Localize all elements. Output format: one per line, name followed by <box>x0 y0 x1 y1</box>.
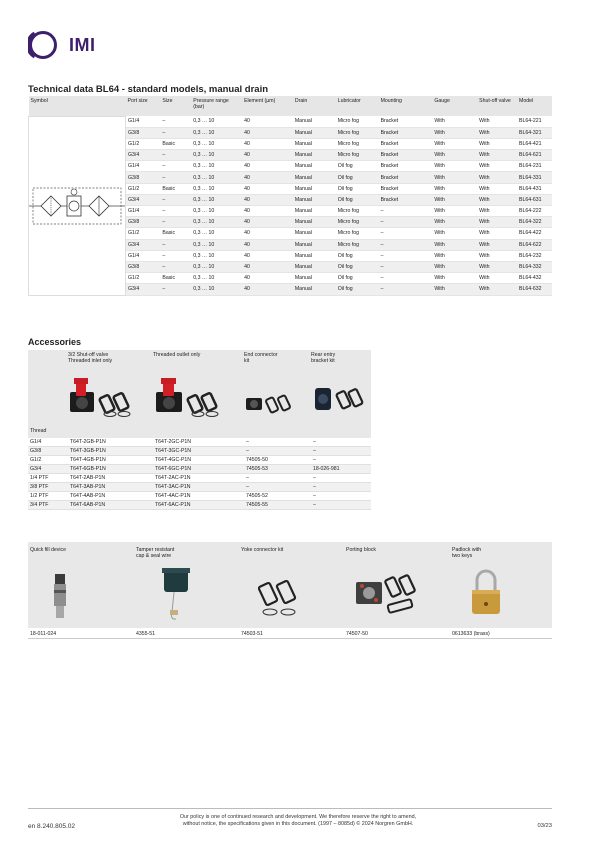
accessory-cell: – <box>311 482 371 491</box>
tech-cell: With <box>477 172 517 183</box>
tech-cell: With <box>432 284 477 295</box>
outlet-valve-image <box>152 378 227 418</box>
porting-block-image <box>346 570 420 620</box>
tech-cell: Micro fog <box>336 217 379 228</box>
tech-cell: – <box>160 116 191 127</box>
imi-logo <box>28 30 96 60</box>
tech-cell: 0,3 … 10 <box>191 116 242 127</box>
tech-cell: BL64-231 <box>517 161 552 172</box>
accessory-cell: T64T-2AC-P1N <box>153 474 244 483</box>
accessory-cell: T64T-3AC-P1N <box>153 482 244 491</box>
accessory-row <box>28 482 371 491</box>
accessory-cell: T64T-2GC-P1N <box>153 438 244 447</box>
tech-cell: – <box>160 206 191 217</box>
quick-fill-code: 18-011-024 <box>30 631 57 637</box>
tech-cell: Manual <box>293 127 336 138</box>
tech-cell: 40 <box>242 217 293 228</box>
yoke-kit-label: Yoke connector kit <box>241 547 284 553</box>
accessory-cell: – <box>244 482 311 491</box>
tech-cell: G1/4 <box>126 161 161 172</box>
accessory-cell: T64T-3GC-P1N <box>153 447 244 456</box>
tech-cell: 40 <box>242 183 293 194</box>
padlock-image <box>468 566 504 620</box>
tech-cell: Oil fog <box>336 194 379 205</box>
accessory-cell: 74505-53 <box>244 465 311 474</box>
tech-cell: BL64-621 <box>517 150 552 161</box>
tech-cell: With <box>477 228 517 239</box>
accessory-cell: – <box>244 447 311 456</box>
tech-cell: Bracket <box>379 172 433 183</box>
tech-cell: With <box>432 261 477 272</box>
tech-header-cell: Element (µm) <box>242 96 293 116</box>
tech-cell: With <box>477 150 517 161</box>
accessory-cell: T64T-3GB-P1N <box>68 447 153 456</box>
accessory-cell: T64T-4AC-P1N <box>153 491 244 500</box>
tech-data-table <box>28 96 552 296</box>
accessory-cell: T64T-4GC-P1N <box>153 456 244 465</box>
acc-col-rear-bracket: Rear entry bracket kit <box>311 352 336 365</box>
tech-cell: 40 <box>242 239 293 250</box>
logo-text: IMI <box>69 34 96 55</box>
tech-cell: With <box>432 206 477 217</box>
porting-block-label: Porting block <box>346 547 376 553</box>
tech-cell: Manual <box>293 217 336 228</box>
tech-cell: Manual <box>293 250 336 261</box>
tech-cell: With <box>477 273 517 284</box>
accessory-cell: 3/4 PTF <box>28 500 68 509</box>
policy-note: Our policy is one of continued research and development. We therefore reserve the right to amend, without notice, the specifications given in this document. (1997 – 8085d) © 2024 Norgren GmbH. <box>179 814 417 827</box>
tech-cell: – <box>160 217 191 228</box>
tech-cell: BL64-332 <box>517 261 552 272</box>
acc-col-thread: Thread <box>30 428 47 434</box>
tech-cell: – <box>379 239 433 250</box>
tech-cell: With <box>477 127 517 138</box>
tech-cell: Oil fog <box>336 161 379 172</box>
tech-cell: Basic <box>160 228 191 239</box>
devices-codes-row <box>28 628 552 639</box>
tech-header-cell: Model <box>517 96 552 116</box>
accessories-table <box>28 438 371 510</box>
tech-cell: – <box>160 239 191 250</box>
tech-cell: Bracket <box>379 161 433 172</box>
accessory-cell: T64T-6AB-P1N <box>68 500 153 509</box>
tech-cell: G3/8 <box>126 172 161 183</box>
accessory-cell: – <box>311 500 371 509</box>
frl-symbol-icon <box>29 182 125 230</box>
accessory-cell: T64T-4AB-P1N <box>68 491 153 500</box>
tech-cell: With <box>477 284 517 295</box>
devices-header <box>28 542 552 628</box>
tech-cell: With <box>432 273 477 284</box>
tech-cell: Micro fog <box>336 206 379 217</box>
tech-cell: – <box>160 127 191 138</box>
tech-cell: – <box>160 161 191 172</box>
tech-cell: Oil fog <box>336 284 379 295</box>
quick-fill-label: Quick fill device <box>30 547 67 553</box>
tech-cell: G3/4 <box>126 239 161 250</box>
tech-cell: – <box>379 217 433 228</box>
tech-cell: – <box>379 228 433 239</box>
tech-cell: 0,3 … 10 <box>191 228 242 239</box>
page-number: 03/23 <box>537 823 552 829</box>
accessory-cell: T64T-2GB-P1N <box>68 438 153 447</box>
tech-cell: With <box>432 172 477 183</box>
tech-cell: Micro fog <box>336 127 379 138</box>
tech-cell: Manual <box>293 239 336 250</box>
tech-cell: With <box>477 194 517 205</box>
porting-block-code: 74507-50 <box>346 631 368 637</box>
tech-cell: G1/2 <box>126 138 161 149</box>
tech-cell: 0,3 … 10 <box>191 284 242 295</box>
shutoff-valve-image <box>66 378 136 418</box>
tech-cell: With <box>432 161 477 172</box>
tech-cell: BL64-322 <box>517 217 552 228</box>
tech-cell: 40 <box>242 206 293 217</box>
tech-cell: Basic <box>160 138 191 149</box>
tech-cell: – <box>379 284 433 295</box>
tech-cell: Oil fog <box>336 183 379 194</box>
tech-cell: With <box>432 138 477 149</box>
tech-cell: Micro fog <box>336 116 379 127</box>
tech-cell: With <box>432 194 477 205</box>
tech-cell: With <box>477 239 517 250</box>
accessory-row <box>28 465 371 474</box>
tech-cell: G3/4 <box>126 150 161 161</box>
accessory-cell: T64T-6GC-P1N <box>153 465 244 474</box>
tech-cell: Bracket <box>379 116 433 127</box>
tech-cell: 40 <box>242 261 293 272</box>
tech-cell: 40 <box>242 150 293 161</box>
tech-cell: BL64-422 <box>517 228 552 239</box>
tech-cell: With <box>432 183 477 194</box>
tech-cell: Manual <box>293 228 336 239</box>
tech-cell: Manual <box>293 183 336 194</box>
tech-cell: – <box>160 172 191 183</box>
tech-cell: 0,3 … 10 <box>191 239 242 250</box>
end-connector-image <box>244 390 294 418</box>
tech-cell: 0,3 … 10 <box>191 206 242 217</box>
tech-header-cell: Pressure range (bar) <box>191 96 242 116</box>
tech-cell: 40 <box>242 138 293 149</box>
tech-cell: Manual <box>293 172 336 183</box>
accessory-row <box>28 438 371 447</box>
acc-col-outlet: Threaded outlet only <box>153 352 201 358</box>
tech-cell: BL64-632 <box>517 284 552 295</box>
tech-cell: Oil fog <box>336 261 379 272</box>
tech-cell: G3/8 <box>126 261 161 272</box>
tech-cell: Bracket <box>379 138 433 149</box>
tech-cell: Bracket <box>379 150 433 161</box>
accessory-cell: G1/2 <box>28 456 68 465</box>
tech-cell: BL64-232 <box>517 250 552 261</box>
tech-header-cell: Mounting <box>379 96 433 116</box>
tech-cell: 0,3 … 10 <box>191 194 242 205</box>
tech-cell: G1/2 <box>126 183 161 194</box>
document-number: en 8.240.805.02 <box>28 823 75 830</box>
tech-cell: 0,3 … 10 <box>191 150 242 161</box>
tech-cell: G1/4 <box>126 206 161 217</box>
tech-cell: G3/4 <box>126 284 161 295</box>
accessories-header <box>28 350 371 438</box>
footer-divider <box>28 808 552 809</box>
tech-cell: – <box>160 150 191 161</box>
tamper-cap-code: 4355-51 <box>136 631 156 637</box>
tech-cell: Manual <box>293 194 336 205</box>
accessory-cell: T64T-6GB-P1N <box>68 465 153 474</box>
tech-cell: With <box>477 138 517 149</box>
tech-cell: Oil fog <box>336 250 379 261</box>
tech-cell: With <box>432 228 477 239</box>
tech-cell: With <box>432 217 477 228</box>
tech-cell: – <box>379 206 433 217</box>
tech-cell: Basic <box>160 183 191 194</box>
tech-cell: With <box>432 250 477 261</box>
tamper-cap-label: Tamper resistant cap & seal wire <box>136 547 175 560</box>
yoke-kit-image <box>258 580 302 620</box>
tech-cell: Micro fog <box>336 239 379 250</box>
tech-cell: G3/4 <box>126 194 161 205</box>
tech-cell: BL64-222 <box>517 206 552 217</box>
tech-cell: With <box>432 239 477 250</box>
tech-cell: – <box>379 273 433 284</box>
tech-cell: Bracket <box>379 194 433 205</box>
tech-cell: With <box>477 217 517 228</box>
accessory-cell: 1/4 PTF <box>28 474 68 483</box>
accessory-cell: 74505-55 <box>244 500 311 509</box>
tech-header-cell: Port size <box>126 96 161 116</box>
tech-cell: With <box>432 150 477 161</box>
tech-header-cell: Size <box>160 96 191 116</box>
tech-cell: With <box>432 127 477 138</box>
tech-cell: Manual <box>293 116 336 127</box>
tech-cell: 0,3 … 10 <box>191 261 242 272</box>
tech-cell: 0,3 … 10 <box>191 161 242 172</box>
tech-cell: Micro fog <box>336 228 379 239</box>
imi-logo-mark-icon <box>28 30 64 60</box>
tech-cell: BL64-432 <box>517 273 552 284</box>
accessory-row <box>28 447 371 456</box>
accessory-cell: – <box>244 474 311 483</box>
accessory-cell: – <box>311 474 371 483</box>
tech-cell: Micro fog <box>336 150 379 161</box>
tech-cell: BL64-321 <box>517 127 552 138</box>
tech-cell: G3/8 <box>126 127 161 138</box>
accessory-cell: 3/8 PTF <box>28 482 68 491</box>
accessory-row <box>28 456 371 465</box>
tech-cell: – <box>160 284 191 295</box>
padlock-code: 0613633 (brass) <box>452 631 490 637</box>
tech-cell: G3/8 <box>126 217 161 228</box>
tech-cell: 0,3 … 10 <box>191 172 242 183</box>
tech-header-cell: Lubricator <box>336 96 379 116</box>
accessory-cell: – <box>311 447 371 456</box>
accessory-row <box>28 491 371 500</box>
tech-cell: – <box>379 261 433 272</box>
tech-cell: 40 <box>242 228 293 239</box>
tech-cell: BL64-431 <box>517 183 552 194</box>
tech-cell: With <box>477 161 517 172</box>
tech-cell: Basic <box>160 273 191 284</box>
padlock-label: Padlock with two keys <box>452 547 482 560</box>
acc-col-shutoff: 3/2 Shut-off valve Threaded inlet only <box>68 352 113 365</box>
accessory-cell: T64T-2AB-P1N <box>68 474 153 483</box>
tech-cell: G1/2 <box>126 228 161 239</box>
accessory-cell: – <box>311 438 371 447</box>
tech-cell: 40 <box>242 127 293 138</box>
accessory-row <box>28 500 371 509</box>
tech-cell: G1/4 <box>126 250 161 261</box>
accessory-cell: 74505-50 <box>244 456 311 465</box>
tech-cell: 0,3 … 10 <box>191 250 242 261</box>
tech-cell: 40 <box>242 116 293 127</box>
accessories-title: Accessories <box>28 337 82 347</box>
tech-cell: 0,3 … 10 <box>191 127 242 138</box>
tech-cell: With <box>477 206 517 217</box>
tech-cell: – <box>160 194 191 205</box>
tech-row <box>29 116 553 127</box>
tech-cell: 0,3 … 10 <box>191 183 242 194</box>
tech-cell: 40 <box>242 250 293 261</box>
tech-header-cell: Gauge <box>432 96 477 116</box>
accessory-cell: G3/4 <box>28 465 68 474</box>
tech-cell: Oil fog <box>336 273 379 284</box>
accessory-cell: 18-026-981 <box>311 465 371 474</box>
tech-cell: 0,3 … 10 <box>191 138 242 149</box>
tech-cell: 40 <box>242 172 293 183</box>
tech-cell: BL64-622 <box>517 239 552 250</box>
tech-cell: – <box>379 250 433 261</box>
tech-cell: BL64-631 <box>517 194 552 205</box>
tech-cell: BL64-331 <box>517 172 552 183</box>
tech-cell: Manual <box>293 150 336 161</box>
accessory-cell: 74505-52 <box>244 491 311 500</box>
tech-cell: With <box>477 250 517 261</box>
rear-bracket-image <box>311 382 367 418</box>
frl-symbol-cell <box>29 116 126 295</box>
tech-cell: G1/4 <box>126 116 161 127</box>
tech-cell: – <box>160 250 191 261</box>
tech-cell: Manual <box>293 284 336 295</box>
accessory-cell: – <box>244 438 311 447</box>
accessory-cell: T64T-4GB-P1N <box>68 456 153 465</box>
accessory-cell: G3/8 <box>28 447 68 456</box>
tech-cell: 40 <box>242 194 293 205</box>
yoke-kit-code: 74503-51 <box>241 631 263 637</box>
tech-cell: 0,3 … 10 <box>191 273 242 284</box>
tech-header-cell: Drain <box>293 96 336 116</box>
tech-cell: BL64-221 <box>517 116 552 127</box>
tech-cell: Bracket <box>379 127 433 138</box>
tech-cell: Manual <box>293 206 336 217</box>
accessory-cell: – <box>311 491 371 500</box>
tech-cell: With <box>432 116 477 127</box>
tech-cell: 0,3 … 10 <box>191 217 242 228</box>
accessory-cell: G1/4 <box>28 438 68 447</box>
accessory-cell: – <box>311 456 371 465</box>
accessory-cell: 1/2 PTF <box>28 491 68 500</box>
accessory-cell: T64T-6AC-P1N <box>153 500 244 509</box>
tech-cell: With <box>477 261 517 272</box>
tech-cell: Bracket <box>379 183 433 194</box>
acc-col-end-connector: End connector kit <box>244 352 278 365</box>
tech-header-cell: Symbol <box>29 96 126 116</box>
accessory-cell: T64T-3AB-P1N <box>68 482 153 491</box>
tech-cell: 40 <box>242 273 293 284</box>
accessory-row <box>28 474 371 483</box>
tech-cell: With <box>477 183 517 194</box>
tech-data-title: Technical data BL64 - standard models, manual drain <box>28 84 269 95</box>
quick-fill-image <box>50 572 70 622</box>
tech-cell: Oil fog <box>336 172 379 183</box>
tech-cell: – <box>160 261 191 272</box>
tech-cell: G1/2 <box>126 273 161 284</box>
tech-cell: With <box>477 116 517 127</box>
tech-cell: Manual <box>293 138 336 149</box>
tech-cell: 40 <box>242 284 293 295</box>
tech-cell: Manual <box>293 161 336 172</box>
tech-cell: BL64-421 <box>517 138 552 149</box>
tech-cell: Manual <box>293 261 336 272</box>
tech-header-cell: Shut-off valve <box>477 96 517 116</box>
tech-cell: Micro fog <box>336 138 379 149</box>
tech-cell: 40 <box>242 161 293 172</box>
tech-cell: Manual <box>293 273 336 284</box>
tamper-cap-image <box>158 564 194 624</box>
